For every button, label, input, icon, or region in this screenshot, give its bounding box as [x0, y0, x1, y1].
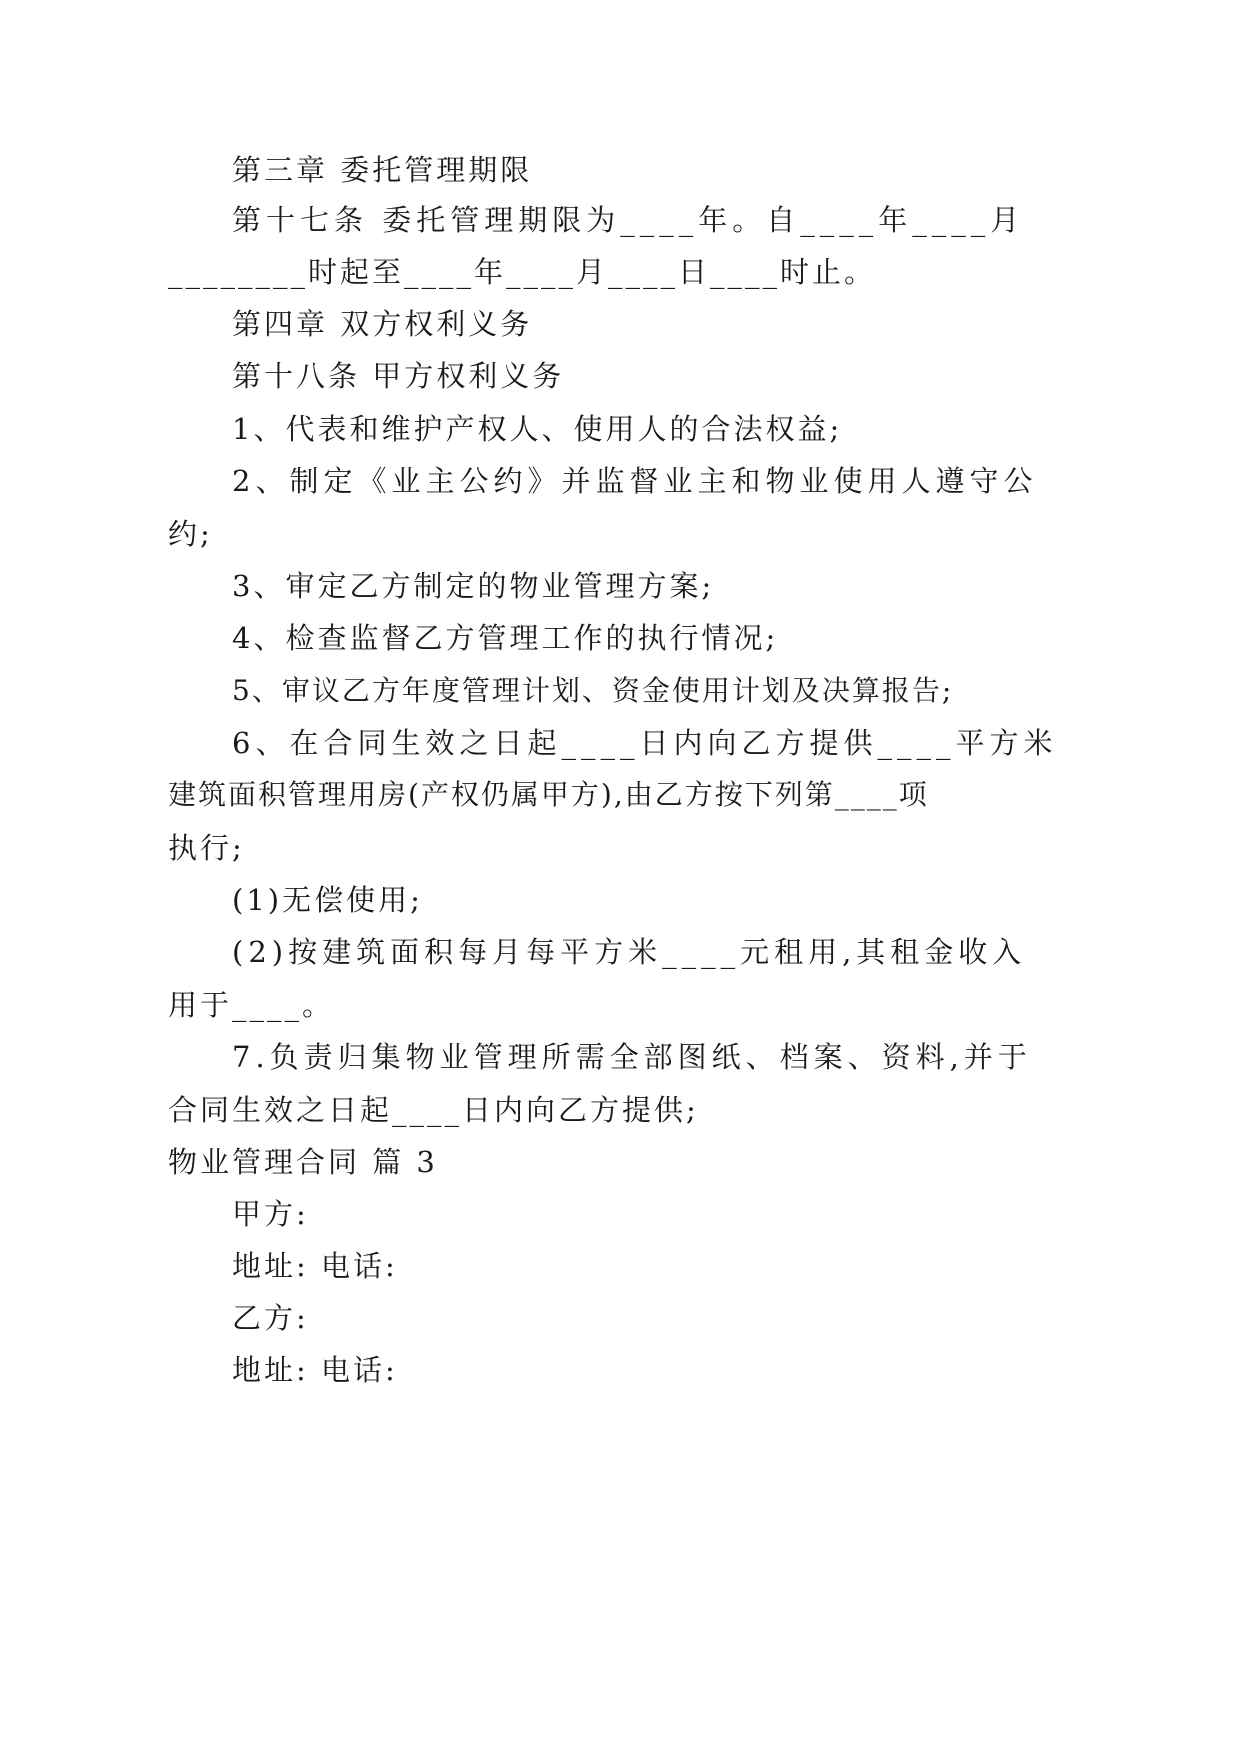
chapter-3-heading: 第三章 委托管理期限: [232, 153, 533, 187]
item-6-line-1: 6、在合同生效之日起____日内向乙方提供____平方米: [232, 726, 1058, 760]
article-18-heading: 第十八条 甲方权利义务: [232, 359, 565, 393]
item-2-line-2: 约;: [168, 517, 213, 551]
party-b-address-phone: 地址: 电话:: [232, 1353, 398, 1387]
sub-item-1: (1)无偿使用;: [232, 883, 423, 917]
item-7-line-1: 7.负责归集物业管理所需全部图纸、档案、资料,并于: [232, 1040, 1032, 1074]
item-4: 4、检查监督乙方管理工作的执行情况;: [232, 621, 779, 655]
chapter-4-heading: 第四章 双方权利义务: [232, 307, 533, 341]
article-17-line-1: 第十七条 委托管理期限为____年。自____年____月: [232, 203, 1025, 237]
party-b-label: 乙方:: [232, 1301, 309, 1335]
item-3: 3、审定乙方制定的物业管理方案;: [232, 569, 715, 603]
item-5: 5、审议乙方年度管理计划、资金使用计划及决算报告;: [232, 674, 954, 707]
item-6-line-3: 执行;: [168, 831, 245, 865]
item-7-line-2: 合同生效之日起____日内向乙方提供;: [168, 1093, 699, 1127]
party-a-address-phone: 地址: 电话:: [232, 1249, 398, 1283]
item-6-line-2: 建筑面积管理用房(产权仍属甲方),由乙方按下列第____项: [168, 778, 929, 811]
sub-item-2-line-2: 用于____。: [168, 988, 335, 1022]
section-title: 物业管理合同 篇 3: [168, 1145, 438, 1179]
item-2-line-1: 2、制定《业主公约》并监督业主和物业使用人遵守公: [232, 464, 1038, 498]
party-a-label: 甲方:: [232, 1197, 309, 1231]
item-1: 1、代表和维护产权人、使用人的合法权益;: [232, 412, 843, 446]
article-17-line-2: ________时起至____年____月____日____时止。: [168, 255, 877, 289]
sub-item-2-line-1: (2)按建筑面积每月每平方米____元租用,其租金收入: [232, 935, 1027, 969]
